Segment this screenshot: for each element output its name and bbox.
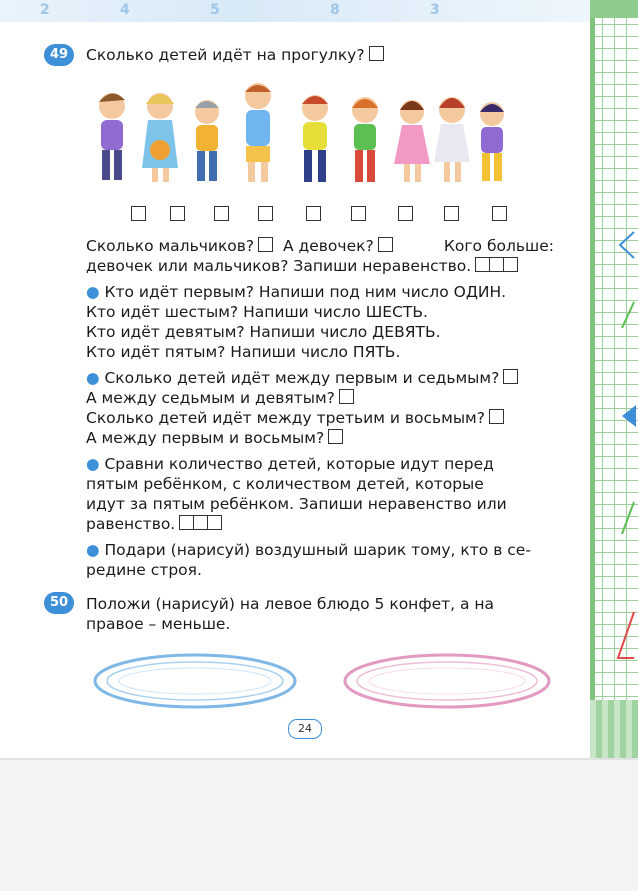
answer-box[interactable] [258,237,273,252]
child-number-box[interactable] [351,206,366,221]
task-50-badge: 50 [44,592,74,614]
q-boys: Сколько мальчиков? [86,237,255,255]
bullet-dot-icon: ● [86,541,100,559]
child-figure [302,95,328,182]
green-margin-strip [590,0,595,760]
green-line-icon [618,500,636,536]
bullet-2-text-3: Сколько детей идёт между третьим и восьмым? [86,409,485,427]
green-bottom-strip [590,700,638,760]
bullet-4-line-2: редине строя. [86,561,202,579]
bullet-1-line-1 [86,282,506,302]
bullet-2-line-3 [86,408,504,428]
green-tick-icon [618,300,636,330]
bullet-2-line-1 [86,368,518,388]
page-number: 24 [288,719,322,739]
answer-box[interactable] [339,389,354,404]
bullet-2-text-4: А между первым и восьмым? [86,429,325,447]
task-49-title-text: Сколько детей идёт на прогулку? [86,46,365,64]
child-number-box[interactable] [444,206,459,221]
child-number-box[interactable] [492,206,507,221]
bullet-dot-icon: ● [86,369,100,387]
bullet-1-line-4: Кто идёт пятым? Напиши число ПЯТЬ. [86,343,401,361]
blue-triangle-icon [620,405,636,427]
right-plate[interactable] [342,652,552,710]
decor-number-icon: 8 [330,2,340,18]
decor-number-icon: 2 [40,2,50,18]
equality-boxes[interactable] [179,515,221,535]
task-49-question-boys-girls [86,236,554,256]
answer-box[interactable] [378,237,393,252]
child-figure [434,97,470,182]
child-figure [394,100,430,182]
answer-box[interactable] [503,369,518,384]
bullet-4-line-1 [86,540,531,560]
bullet-2-text-2: А между седьмым и девятым? [86,389,335,407]
child-number-box[interactable] [170,206,185,221]
task-49-badge: 49 [44,44,74,66]
inequality-boxes[interactable] [475,257,517,277]
task-50-line-1: Положи (нарисуй) на левое блюдо 5 конфет, а на [86,595,495,613]
bullet-3-line-2: пятым ребёнком, с количеством детей, которые [86,475,484,493]
blue-arrow-icon [616,230,636,260]
child-figure [480,102,504,181]
answer-box[interactable] [369,46,384,61]
q-girls: А девочек? [283,237,374,255]
bullet-dot-icon: ● [86,283,100,301]
top-decorative-band [0,0,590,22]
child-figure [142,93,178,182]
answer-box[interactable] [489,409,504,424]
bullet-3-line-1 [86,454,494,474]
decor-number-icon: 3 [430,2,440,18]
decor-number-icon: 5 [210,2,220,18]
bullet-1-text-1: Кто идёт первым? Напиши под ним число ОДИН. [104,283,507,301]
child-number-box[interactable] [214,206,229,221]
child-figure [99,93,125,180]
bullet-3-text-1: Сравни количество детей, которые идут перед [104,455,494,473]
child-number-box[interactable] [131,206,146,221]
q-more-2: девочек или мальчиков? Запиши неравенство. [86,257,472,275]
bullet-4-text-1: Подари (нарисуй) воздушный шарик тому, кто в се- [104,541,531,559]
child-figure [245,83,271,182]
decor-number-icon: 4 [120,2,130,18]
bullet-1-line-2: Кто идёт шестым? Напиши число ШЕСТЬ. [86,303,428,321]
bullet-2-text-1: Сколько детей идёт между первым и седьмым? [104,369,500,387]
bullet-1-line-3: Кто идёт девятым? Напиши число ДЕВЯТЬ. [86,323,441,341]
children-illustration [90,80,520,200]
task-49-inequality-line [86,256,517,277]
child-number-box[interactable] [306,206,321,221]
q-more: Кого больше: [443,237,554,255]
answer-box[interactable] [328,429,343,444]
child-figure [352,97,378,182]
child-number-box[interactable] [398,206,413,221]
green-top-strip [590,0,638,18]
child-figure [195,100,219,181]
task-50-line-2: правое – меньше. [86,615,231,633]
left-plate[interactable] [92,652,298,710]
bullet-3-line-4 [86,514,221,535]
bullet-2-line-2 [86,388,354,408]
bullet-2-line-4 [86,428,343,448]
child-number-box[interactable] [258,206,273,221]
scan-background [0,760,638,891]
red-triangle-icon [616,610,636,660]
bullet-3-line-3: идут за пятым ребёнком. Запиши неравенство или [86,495,507,513]
bullet-dot-icon: ● [86,455,100,473]
bullet-3-text-4: равенство. [86,515,176,533]
task-49-title [86,45,384,65]
